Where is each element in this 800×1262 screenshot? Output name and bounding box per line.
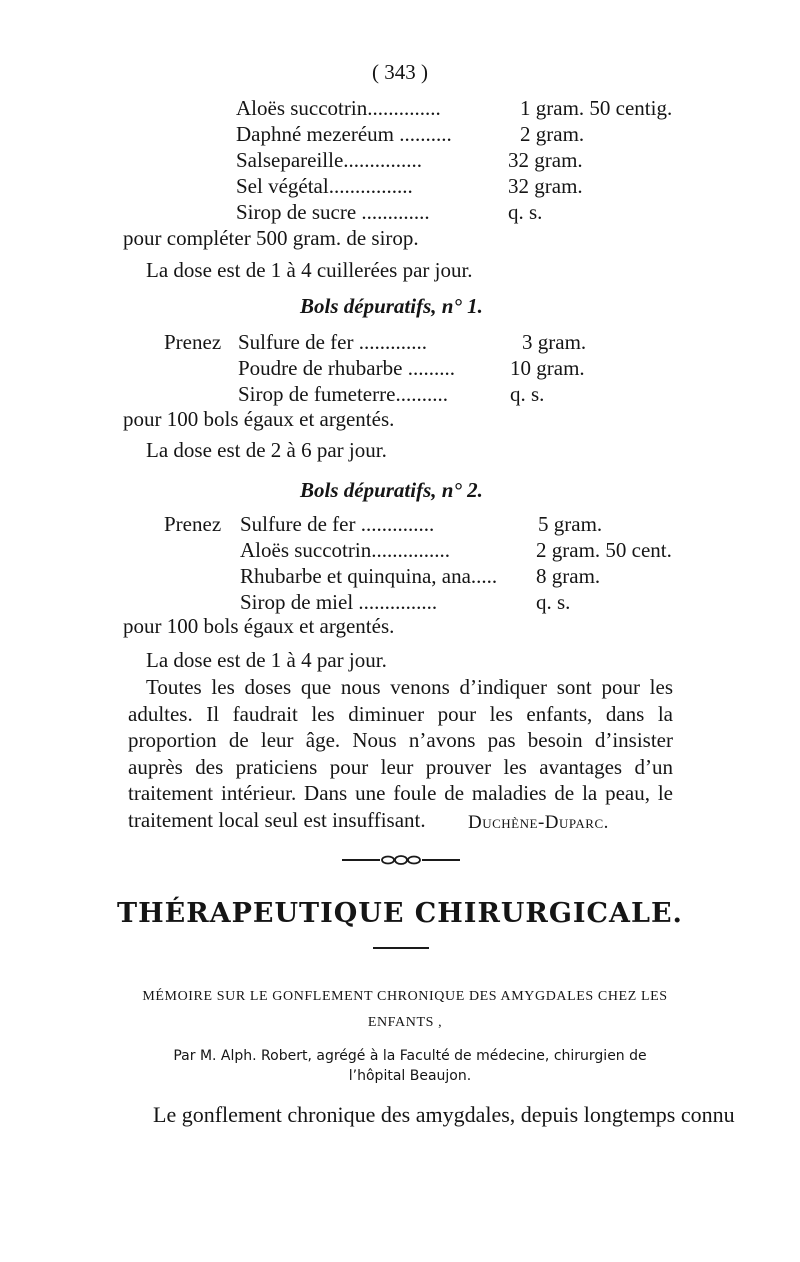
- ingredient-quantity: 3 gram.: [522, 330, 587, 354]
- ingredient-quantity: 32 gram.: [508, 174, 583, 198]
- ingredient-name: Sirop de miel ...............: [240, 590, 438, 614]
- ingredient-name: Aloës succotrin..............: [236, 96, 441, 120]
- recipe-item: [236, 122, 452, 147]
- recipe-item: [236, 200, 430, 225]
- section-title: THÉRAPEUTIQUE CHIRURGICALE.: [117, 898, 683, 929]
- recipe-heading: Bols dépuratifs, n° 2.: [300, 478, 483, 502]
- ingredient-quantity: 8 gram.: [536, 564, 601, 588]
- ingredient-quantity: 10 gram.: [510, 356, 585, 380]
- recipe-heading: Bols dépuratifs, n° 1.: [300, 294, 483, 318]
- ingredient-name: Sulfure de fer .............: [238, 330, 427, 354]
- paragraph-text: Toutes les doses que nous venons d’indiquer sont pour les adultes. Il faudrait les diminuer pour les enfants, dans la proportion de leur âge. Nous n’avons pas besoin d’insister auprès des praticiens pour leur prouver les avantages d’un traitement intérieur. Dans une foule de maladies de la peau, le traitement local seul est insuffisant.: [128, 675, 673, 832]
- opening-line: Le gonflement chronique des amygdales, depuis longtemps connu: [153, 1102, 735, 1127]
- ingredient-quantity: q. s.: [508, 200, 543, 224]
- recipe-completion: pour compléter 500 gram. de sirop.: [123, 226, 419, 250]
- ingredient-quantity: q. s.: [510, 382, 545, 406]
- ingredient-name: Sirop de fumeterre..........: [238, 382, 448, 406]
- ingredient-name: Rhubarbe et quinquina, ana.....: [240, 564, 498, 588]
- ingredient-quantity: q. s.: [536, 590, 571, 614]
- recipe-item: [236, 174, 413, 199]
- page-number: ( 343 ): [372, 60, 428, 84]
- memoire-title: MÉMOIRE SUR LE GONFLEMENT CHRONIQUE DES AMYGDALES CHEZ LES ENFANTS ,: [142, 989, 668, 1030]
- ingredient-name: Daphné mezeréum ..........: [236, 122, 452, 146]
- author-signature: Duchène-Duparc.: [468, 812, 609, 833]
- ingredient-name: Sirop de sucre .............: [236, 200, 430, 224]
- ingredient-name: Sulfure de fer ..............: [240, 512, 435, 536]
- prenez-label: Prenez: [164, 512, 222, 536]
- ingredient-name: Poudre de rhubarbe .........: [238, 356, 455, 380]
- ingredient-quantity: 5 gram.: [538, 512, 603, 536]
- dose-line: La dose est de 2 à 6 par jour.: [146, 438, 387, 462]
- ornamental-divider: [340, 852, 462, 868]
- recipe-completion: pour 100 bols égaux et argentés.: [123, 614, 395, 638]
- author-byline: Par M. Alph. Robert, agrégé à la Faculté de médecine, chirurgien de l’hôpital Beaujon.: [173, 1048, 647, 1084]
- ingredient-quantity: 1 gram. 50 centig.: [520, 96, 673, 120]
- closing-paragraph: [128, 674, 673, 833]
- ornament-icon: [340, 852, 462, 868]
- recipe-item: [236, 148, 422, 173]
- recipe-item: [236, 96, 441, 121]
- ingredient-name: Aloës succotrin...............: [240, 538, 450, 562]
- ingredient-quantity: 2 gram.: [520, 122, 585, 146]
- ingredient-name: Salsepareille...............: [236, 148, 423, 172]
- dose-line: La dose est de 1 à 4 par jour.: [146, 648, 387, 672]
- recipe-completion: pour 100 bols égaux et argentés.: [123, 407, 395, 431]
- prenez-label: Prenez: [164, 330, 222, 354]
- ingredient-quantity: 32 gram.: [508, 148, 583, 172]
- ingredient-name: Sel végétal................: [236, 174, 413, 198]
- ingredient-quantity: 2 gram. 50 cent.: [536, 538, 672, 562]
- dose-line: La dose est de 1 à 4 cuillerées par jour.: [146, 258, 473, 282]
- title-rule: [373, 947, 429, 949]
